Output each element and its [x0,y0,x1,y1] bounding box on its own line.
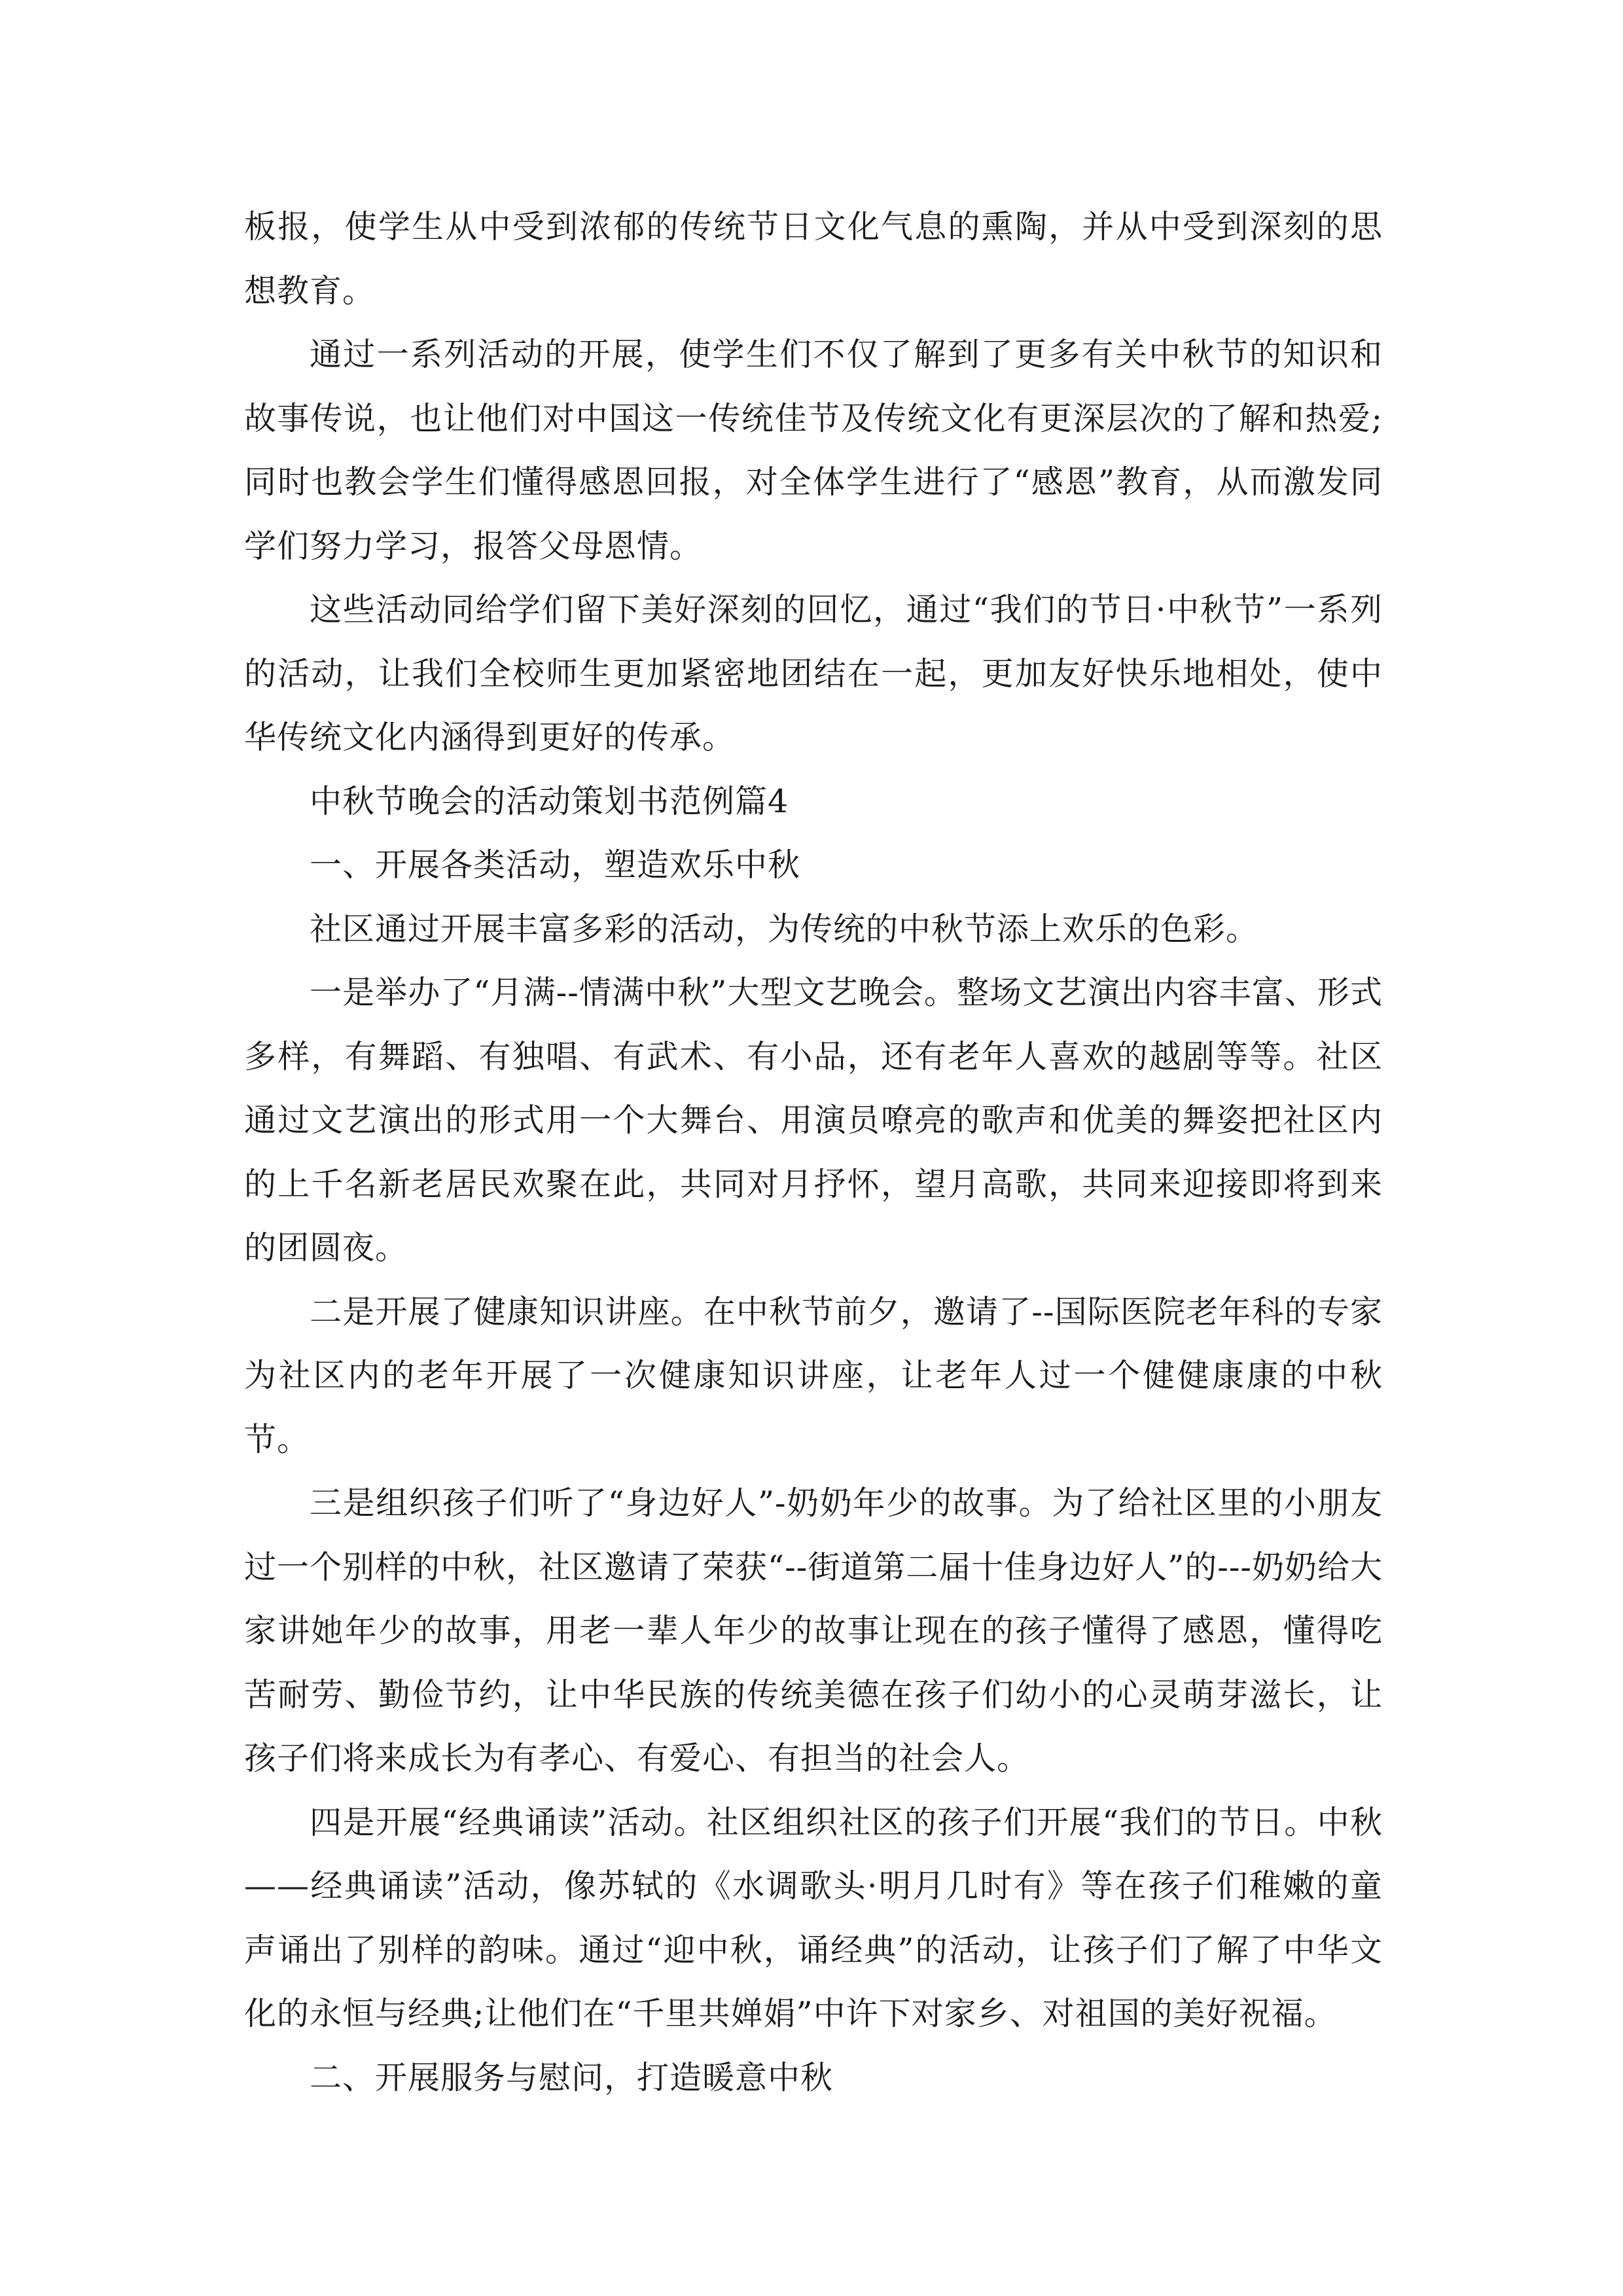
paragraph-1: 板报，使学生从中受到浓郁的传统节日文化气息的熏陶，并从中受到深刻的思想教育。 [244,208,1383,310]
paragraph-6: 二是开展了健康知识讲座。在中秋节前夕，邀请了--国际医院老年科的专家为社区内的老年开展了一次健康知识讲座，让老年人过一个健健康康的中秋节。 [244,1293,1383,1458]
section-title: 中秋节晚会的活动策划书范例篇4 [310,782,789,820]
document-body [244,195,1383,2109]
paragraph-5: 一是举办了“月满--情满中秋”大型文艺晚会。整场文艺演出内容丰富、形式多样，有舞蹈、有独唱、有武术、有小品，还有老年人喜欢的越剧等等。社区通过文艺演出的形式用一个大舞台、用演员嘹亮的歌声和优美的舞姿把社区内的上千名新老居民欢聚在此，共同对月抒怀，望月高歌，共同来迎接即将到来的团圆夜。 [244,974,1383,1266]
heading-2: 二、开展服务与慰问，打造暖意中秋 [310,2058,834,2096]
paragraph-4: 社区通过开展丰富多彩的活动，为传统的中秋节添上欢乐的色彩。 [310,910,1259,948]
heading-1: 一、开展各类活动，塑造欢乐中秋 [310,846,801,884]
paragraph-3: 这些活动同给学们留下美好深刻的回忆，通过“我们的节日·中秋节”一系列的活动，让我们全校师生更加紧密地团结在一起，更加友好快乐地相处，使中华传统文化内涵得到更好的传承。 [244,591,1383,756]
paragraph-8: 四是开展“经典诵读”活动。社区组织社区的孩子们开展“我们的节日。中秋——经典诵读”活动，像苏轼的《水调歌头·明月几时有》等在孩子们稚嫩的童声诵出了别样的韵味。通过“迎中秋，诵经典”的活动，让孩子们了解了中华文化的永恒与经典;让他们在“千里共婵娟”中许下对家乡、对祖国的美好祝福。 [244,1803,1383,2032]
paragraph-2: 通过一系列活动的开展，使学生们不仅了解到了更多有关中秋节的知识和故事传说，也让他们对中国这一传统佳节及传统文化有更深层次的了解和热爱;同时也教会学生们懂得感恩回报，对全体学生进行了“感恩”教育，从而激发同学们努力学习，报答父母恩情。 [244,336,1383,565]
paragraph-7: 三是组织孩子们听了“身边好人”-奶奶年少的故事。为了给社区里的小朋友过一个别样的中秋，社区邀请了荣获“--街道第二届十佳身边好人”的---奶奶给大家讲她年少的故事，用老一辈人年少的故事让现在的孩子懂得了感恩，懂得吃苦耐劳、勤俭节约，让中华民族的传统美德在孩子们幼小的心灵萌芽滋长，让孩子们将来成长为有孝心、有爱心、有担当的社会人。 [244,1484,1383,1777]
